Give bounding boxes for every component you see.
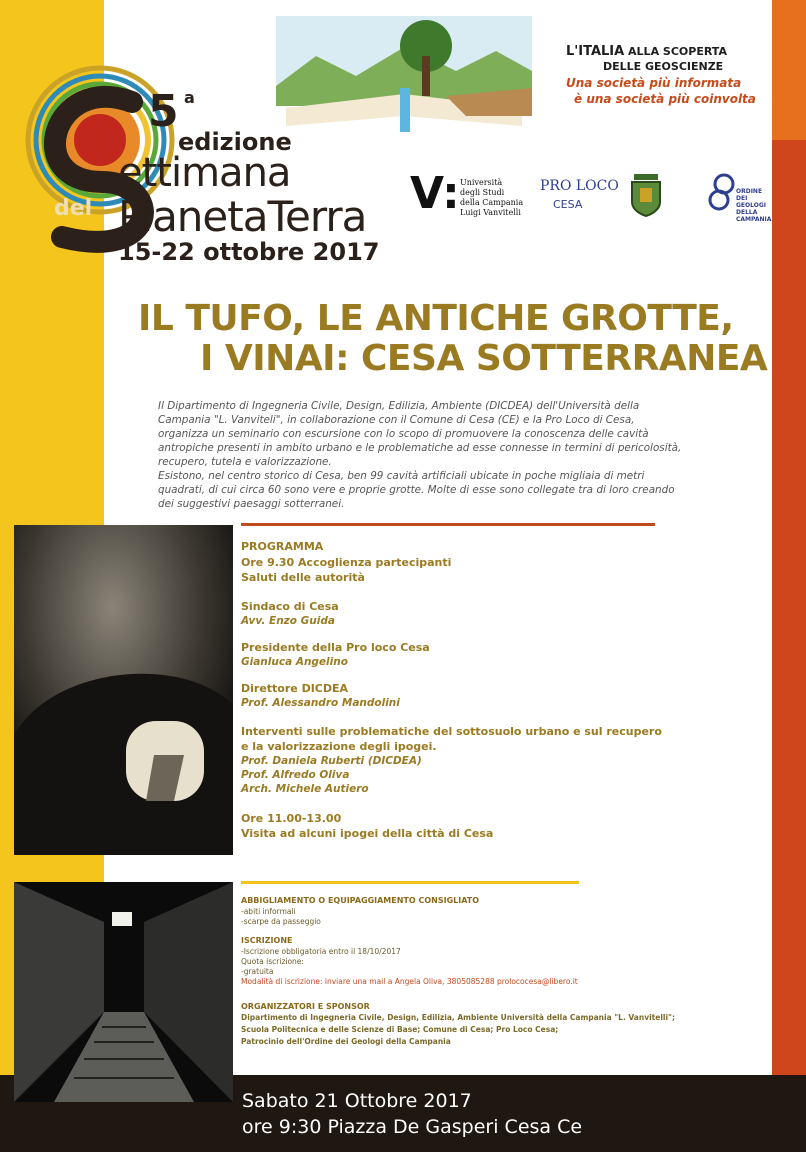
iscrizione-item: Quota iscrizione: bbox=[241, 957, 304, 966]
speaker-oliva: Prof. Alfredo Oliva bbox=[241, 769, 350, 781]
book-landscape-image bbox=[276, 16, 532, 136]
programma-greetings: Saluti delle autorità bbox=[241, 571, 365, 584]
speaker-autiero: Arch. Michele Autiero bbox=[241, 783, 369, 795]
right-color-band-top bbox=[772, 0, 806, 140]
intro-line: antropiche presenti in ambito urbano e le problematiche ad esse connesse in termini di pericolosità, bbox=[158, 442, 682, 454]
presidente-role: Presidente della Pro loco Cesa bbox=[241, 641, 430, 654]
divider-red bbox=[241, 523, 655, 526]
direttore-role: Direttore DICDEA bbox=[241, 682, 349, 695]
intro-paragraph bbox=[158, 399, 718, 511]
tagline-line3: Una società più informata bbox=[566, 76, 742, 90]
waterfall bbox=[400, 88, 410, 132]
intro-line: recupero, tutela e valorizzazione. bbox=[158, 456, 332, 468]
tagline-scoperta: ALLA SCOPERTA bbox=[624, 45, 727, 58]
intro-line: quadrati, di cui circa 60 sono vere e proprie grotte. Molte di esse sono collegate tra di loro creando bbox=[158, 484, 675, 496]
divider-yellow bbox=[241, 881, 579, 884]
logo-del: del bbox=[54, 196, 93, 221]
tagline-line1 bbox=[566, 44, 727, 59]
proloco-logo-line2: CESA bbox=[553, 198, 583, 211]
edition-number: 5 bbox=[148, 86, 179, 137]
visit-time: Ore 11.00-13.00 bbox=[241, 812, 342, 825]
interventi-line2: e la valorizzazione degli ipogei. bbox=[241, 740, 437, 753]
speaker-ruberti: Prof. Daniela Ruberti (DICDEA) bbox=[241, 755, 422, 767]
intro-line: Esistono, nel centro storico di Cesa, ben 99 cavità artificiali ubicate in poche migliaia di metri bbox=[158, 470, 645, 482]
organizzatori-line: Dipartimento di Ingegneria Civile, Design, Edilizia, Ambiente Università della Campania "L. Vanvitelli"; bbox=[241, 1013, 675, 1022]
logo-pianeta-terra: PianetaTerra bbox=[118, 192, 367, 241]
footer-location: ore 9:30 Piazza De Gasperi Cesa Ce bbox=[242, 1116, 583, 1138]
iscrizione-item: -gratuita bbox=[241, 967, 274, 976]
edition-word: edizione bbox=[178, 128, 292, 156]
iscrizione-heading: ISCRIZIONE bbox=[241, 936, 293, 945]
interventi-line1: Interventi sulle problematiche del sottosuolo urbano e sul recupero bbox=[241, 725, 662, 738]
logo-settimana: ettimana bbox=[118, 150, 291, 196]
iscrizione-modalita: Modalità di iscrizione: inviare una mail a Angela Oliva, 3805085288 prolococesa@libero.it bbox=[241, 977, 578, 986]
intro-line: organizza un seminario con escursione con lo scopo di promuovere la conoscenza delle cavità bbox=[158, 428, 649, 440]
organizzatori-line: Patrocinio dell'Ordine dei Geologi della Campania bbox=[241, 1037, 451, 1046]
iscrizione-item: -Iscrizione obbligatoria entro il 18/10/2017 bbox=[241, 947, 401, 956]
programma-welcome: Ore 9.30 Accoglienza partecipanti bbox=[241, 556, 452, 569]
intro-line: Il Dipartimento di Ingegneria Civile, Design, Edilizia, Ambiente (DICDEA) dell'Università della bbox=[158, 400, 640, 412]
presidente-name: Gianluca Angelino bbox=[241, 656, 348, 668]
cave-vault-photo bbox=[14, 525, 233, 855]
geologi-logo-text: ORDINE DEI GEOLOGI DELLA CAMPANIA bbox=[736, 188, 772, 223]
main-title-line2: I VINAI: CESA SOTTERRANEA bbox=[200, 338, 768, 379]
geologi-logo-icon bbox=[708, 172, 736, 212]
right-color-band bbox=[772, 0, 806, 1075]
abbigliamento-item: -abiti informali bbox=[241, 907, 296, 916]
visit-description: Visita ad alcuni ipogei della città di Cesa bbox=[241, 827, 494, 840]
tagline-line2: DELLE GEOSCIENZE bbox=[603, 60, 724, 73]
vanvitelli-logo-text: Università degli Studi della Campania Luigi Vanvitelli bbox=[460, 178, 524, 217]
tagline-line4: è una società più coinvolta bbox=[574, 92, 756, 106]
intro-line: Campania "L. Vanviteli", in collaborazione con il Comune di Cesa (CE) e la Pro Loco di Cesa, bbox=[158, 414, 635, 426]
proloco-logo-line1: PRO LOCO bbox=[540, 178, 619, 194]
tree-trunk bbox=[422, 56, 430, 96]
edition-superscript: a bbox=[184, 88, 195, 107]
main-title-line1: IL TUFO, LE ANTICHE GROTTE, bbox=[138, 298, 734, 339]
intro-line: dei suggestivi paesaggi sotterranei. bbox=[158, 498, 345, 510]
direttore-name: Prof. Alessandro Mandolini bbox=[241, 697, 400, 709]
abbigliamento-item: -scarpe da passeggio bbox=[241, 917, 321, 926]
sindaco-name: Avv. Enzo Guida bbox=[241, 615, 335, 627]
cave-stairs-photo bbox=[14, 882, 233, 1102]
cesa-crest-icon bbox=[628, 172, 664, 218]
organizzatori-heading: ORGANIZZATORI E SPONSOR bbox=[241, 1002, 370, 1011]
organizzatori-line: Scuola Politecnica e delle Scienze di Base; Comune di Cesa; Pro Loco Cesa; bbox=[241, 1025, 559, 1034]
footer-date: Sabato 21 Ottobre 2017 bbox=[242, 1090, 472, 1112]
tagline-italia: L'ITALIA bbox=[566, 44, 625, 59]
vanvitelli-logo-mark: V: bbox=[410, 168, 460, 219]
event-dates: 15-22 ottobre 2017 bbox=[118, 238, 380, 266]
sindaco-role: Sindaco di Cesa bbox=[241, 600, 339, 613]
abbigliamento-heading: ABBIGLIAMENTO O EQUIPAGGIAMENTO CONSIGLIATO bbox=[241, 896, 480, 905]
programma-heading: PROGRAMMA bbox=[241, 540, 324, 553]
